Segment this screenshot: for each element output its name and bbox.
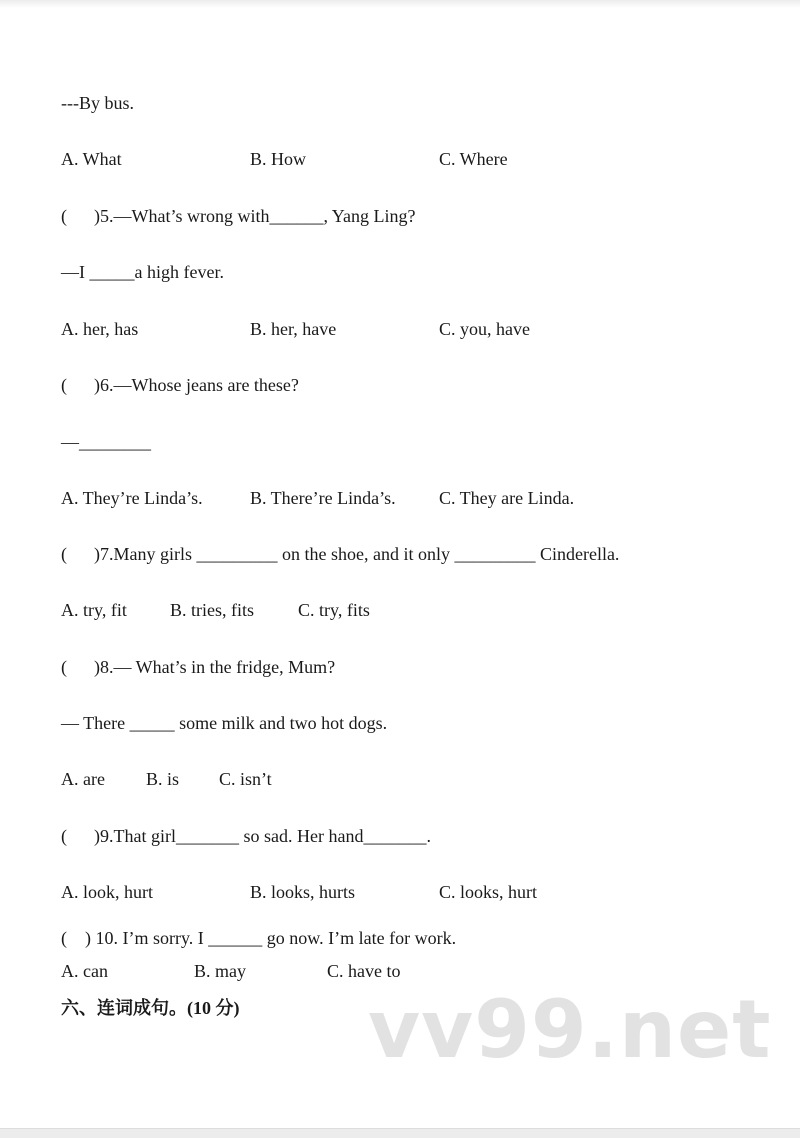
q4-option-a: A. What xyxy=(61,149,122,169)
q10-option-b: B. may xyxy=(194,961,246,981)
q4-option-b: B. How xyxy=(250,149,307,169)
q7-option-b: B. tries, fits xyxy=(170,600,254,620)
q9-option-b: B. looks, hurts xyxy=(250,882,356,902)
q7-option-a: A. try, fit xyxy=(61,600,127,620)
q5-question: ( )5.—What’s wrong with______, Yang Ling? xyxy=(61,206,416,226)
q7-option-c: C. try, fits xyxy=(298,600,370,620)
q8-answer-line: — There _____ some milk and two hot dogs. xyxy=(61,713,388,733)
q9-option-a: A. look, hurt xyxy=(61,882,153,902)
q5-option-c: C. you, have xyxy=(439,319,530,339)
q6-option-a: A. They’re Linda’s. xyxy=(61,488,203,508)
q10-question: ( ) 10. I’m sorry. I ______ go now. I’m late for work. xyxy=(61,928,457,948)
q6-answer-line: —________ xyxy=(61,432,151,452)
q10-option-c: C. have to xyxy=(327,961,401,981)
q9-question: ( )9.That girl_______ so sad. Her hand_______. xyxy=(61,826,431,846)
q4-option-c: C. Where xyxy=(439,149,508,169)
q9-option-c: C. looks, hurt xyxy=(439,882,538,902)
q5-option-a: A. her, has xyxy=(61,319,139,339)
page-top-edge xyxy=(0,0,800,8)
q8-option-a: A. are xyxy=(61,769,105,789)
q10-option-a: A. can xyxy=(61,961,108,981)
q8-option-c: C. isn’t xyxy=(219,769,272,789)
q7-question: ( )7.Many girls _________ on the shoe, and it only _________ Cinderella. xyxy=(61,544,620,564)
section-6-heading: 六、连词成句。(10 分) xyxy=(61,998,240,1018)
q8-option-b: B. is xyxy=(146,769,180,789)
q5-option-b: B. her, have xyxy=(250,319,337,339)
q8-question: ( )8.— What’s in the fridge, Mum? xyxy=(61,657,336,677)
q6-option-c: C. They are Linda. xyxy=(439,488,575,508)
watermark: vv99.net xyxy=(368,983,772,1076)
q4-answer-line: ---By bus. xyxy=(61,93,134,113)
q5-answer-line: —I _____a high fever. xyxy=(61,262,224,282)
q6-option-b: B. There’re Linda’s. xyxy=(250,488,396,508)
q6-question: ( )6.—Whose jeans are these? xyxy=(61,375,299,395)
